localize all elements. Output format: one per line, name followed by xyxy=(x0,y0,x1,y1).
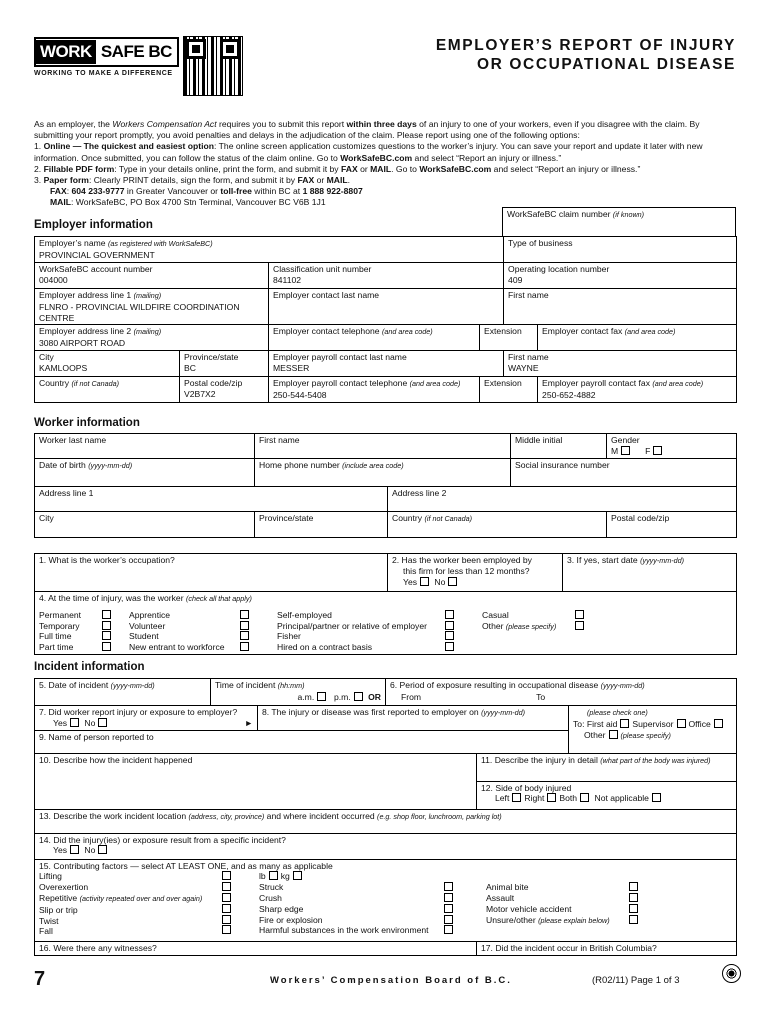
worker-gender-field: Gender M F xyxy=(607,434,737,459)
factors-column-2: lb kg Struck Crush Sharp edge Fire or explosion Harmful substances in the work environment xyxy=(259,871,429,936)
factors-column-3: Animal bite Assault Motor vehicle accident Unsure/other (please explain below) xyxy=(486,882,610,925)
part-time-checkbox[interactable] xyxy=(102,642,111,651)
assault-checkbox[interactable] xyxy=(629,893,638,902)
seal-icon xyxy=(722,964,741,983)
classification-unit-field[interactable]: Classification unit number 841102 xyxy=(269,263,504,289)
q4-column-2: Apprentice Volunteer Student New entrant to workforce xyxy=(129,609,225,653)
crush-checkbox[interactable] xyxy=(444,893,453,902)
title-line-2: OR OCCUPATIONAL DISEASE xyxy=(477,56,736,73)
right-checkbox[interactable] xyxy=(547,793,556,802)
contact-fax-field[interactable]: Employer contact fax (and area code) xyxy=(538,325,737,351)
option-fillable-pdf: 2. Fillable PDF form: Type in your details online, print the form, and submit it by FAX or MAIL. Go to WorkSafeBC.com and select “Report an injury or illness.” xyxy=(34,163,641,174)
worker-country-field[interactable]: Country (if not Canada) xyxy=(388,512,607,538)
new-entrant-checkbox[interactable] xyxy=(240,642,249,651)
apprentice-checkbox[interactable] xyxy=(240,610,249,619)
employer-info-table xyxy=(34,236,737,403)
supervisor-checkbox[interactable] xyxy=(677,719,686,728)
page-indicator: (R02/11) Page 1 of 3 xyxy=(592,975,680,986)
payroll-last-name-field[interactable]: Employer payroll contact last name MESSER xyxy=(269,351,504,377)
fax-line: FAX: 604 233-9777 in Greater Vancouver or toll-free within BC at 1 888 922-8807 xyxy=(50,186,363,197)
slip-trip-checkbox[interactable] xyxy=(222,904,231,913)
worker-info-table xyxy=(34,433,737,538)
q2-yes-checkbox[interactable] xyxy=(420,577,429,586)
fall-checkbox[interactable] xyxy=(222,925,231,934)
gender-f-checkbox[interactable] xyxy=(653,446,662,455)
type-of-business-field[interactable]: Type of business xyxy=(504,237,737,263)
worksafebc-logo xyxy=(34,37,179,77)
q7-no-checkbox[interactable] xyxy=(98,718,107,727)
contact-telephone-field[interactable]: Employer contact telephone (and area code) xyxy=(269,325,480,351)
logo-tagline: WORKING TO MAKE A DIFFERENCE xyxy=(34,70,173,77)
animal-bite-checkbox[interactable] xyxy=(629,882,638,891)
casual-checkbox[interactable] xyxy=(575,610,584,619)
q14-no-checkbox[interactable] xyxy=(98,845,107,854)
q9-person-reported-to-field[interactable]: 9. Name of person reported to xyxy=(35,730,569,753)
struck-checkbox[interactable] xyxy=(444,882,453,891)
temporary-checkbox[interactable] xyxy=(102,621,111,630)
q8-first-reported-date-field[interactable]: 8. The injury or disease was first reported to employer on (yyyy-mm-dd) xyxy=(258,706,569,731)
q12-side-of-body: 12. Side of body injured Left Right Both Not applicable xyxy=(477,781,737,809)
employment-table xyxy=(34,553,737,655)
worker-city-field[interactable]: City xyxy=(35,512,255,538)
not-applicable-checkbox[interactable] xyxy=(652,793,661,802)
left-checkbox[interactable] xyxy=(512,793,521,802)
self-employed-checkbox[interactable] xyxy=(445,610,454,619)
q11-injury-description-field[interactable]: 11. Describe the injury in detail (what part of the body was injured) xyxy=(477,753,737,781)
q2-employed-less-12-months: 2. Has the worker been employed by this firm for less than 12 months? Yes No xyxy=(388,554,563,592)
both-checkbox[interactable] xyxy=(580,793,589,802)
q2-no-checkbox[interactable] xyxy=(448,577,457,586)
principal-checkbox[interactable] xyxy=(445,621,454,630)
logo-word-safebc: SAFE BC xyxy=(100,42,172,61)
mail-line: MAIL: WorkSafeBC, PO Box 4700 Stn Terminal, Vancouver BC V6B 1J1 xyxy=(50,197,326,208)
q4-column-1: Permanent Temporary Full time Part time xyxy=(39,609,82,653)
motor-vehicle-checkbox[interactable] xyxy=(629,904,638,913)
incident-section-title: Incident information xyxy=(34,661,145,673)
contact-extension-field[interactable]: Extension xyxy=(480,325,538,351)
other-role-checkbox[interactable] xyxy=(609,730,618,739)
intro-instructions xyxy=(34,119,736,209)
q10-incident-description-field[interactable]: 10. Describe how the incident happened xyxy=(35,753,477,809)
q13-incident-location-field[interactable]: 13. Describe the work incident location (address, city, province) and where incident occurred (e.g. shop floor, lunchroom, parking lot) xyxy=(35,809,737,833)
q4-worker-status: 4. At the time of injury, was the worker (check all that apply) Permanent Temporary Full time Part time Apprentice Volunteer Student New entrant to workforce Self-employed Principal/partner or relative of employer Fisher Hired on a contract basis Casual Other (please specify) xyxy=(35,592,737,655)
q7-yes-checkbox[interactable] xyxy=(70,718,79,727)
incident-table xyxy=(34,678,737,956)
incident-time-field[interactable]: Time of incident (hh:mm) a.m. p.m. OR xyxy=(211,679,386,706)
board-name: Workers’ Compensation Board of B.C. xyxy=(270,975,512,986)
worker-postal-field[interactable]: Postal code/zip xyxy=(607,512,737,538)
pm-checkbox[interactable] xyxy=(354,692,363,701)
option-online: 1. Online — The quickest and easiest option: The online screen application customizes questions to the worker’s injury. You can save your report and update it later with new information. Once submitted, you can follow the status of the claim online. Go to WorkSafeBC.com and select “Report an injury or illness.” xyxy=(34,141,703,163)
office-checkbox[interactable] xyxy=(714,719,723,728)
payroll-fax-field[interactable]: Employer payroll contact fax (and area code) 250-652-4882 xyxy=(538,377,737,403)
unsure-other-checkbox[interactable] xyxy=(629,915,638,924)
q6-exposure-period[interactable]: 6. Period of exposure resulting in occupational disease (yyyy-mm-dd) From To xyxy=(386,679,737,706)
worker-middle-initial-field[interactable]: Middle initial xyxy=(511,434,607,459)
sharp-edge-checkbox[interactable] xyxy=(444,904,453,913)
payroll-first-name-field[interactable]: First name WAYNE xyxy=(504,351,737,377)
payroll-telephone-field[interactable]: Employer payroll contact telephone (and area code) 250-544-5408 xyxy=(269,377,480,403)
employer-name-field[interactable]: Employer’s name (as registered with WorkSafeBC) PROVINCIAL GOVERNMENT xyxy=(35,237,504,263)
worker-address-1-field[interactable]: Address line 1 xyxy=(35,487,388,512)
claim-number-field[interactable]: WorkSafeBC claim number (if known) xyxy=(503,208,736,237)
payroll-extension-field[interactable]: Extension xyxy=(480,377,538,403)
employer-province-field[interactable]: Province/state BC xyxy=(180,351,269,377)
worker-sin-field[interactable]: Social insurance number xyxy=(511,459,737,487)
student-checkbox[interactable] xyxy=(240,631,249,640)
gender-m-checkbox[interactable] xyxy=(621,446,630,455)
worker-province-field[interactable]: Province/state xyxy=(255,512,388,538)
employer-section-title: Employer information xyxy=(34,219,153,231)
repetitive-checkbox[interactable] xyxy=(222,893,231,902)
employer-address-2-field[interactable]: Employer address line 2 (mailing) 3080 AIRPORT ROAD xyxy=(35,325,269,351)
q1-occupation-field[interactable]: 1. What is the worker’s occupation? xyxy=(35,554,388,592)
worker-address-2-field[interactable]: Address line 2 xyxy=(388,487,737,512)
contact-last-name-field[interactable]: Employer contact last name xyxy=(269,289,504,325)
other-status-checkbox[interactable] xyxy=(575,621,584,630)
q16-witnesses-field[interactable]: 16. Were there any witnesses? xyxy=(35,941,477,955)
lb-checkbox[interactable] xyxy=(269,871,278,880)
account-number-field[interactable]: WorkSafeBC account number 004000 xyxy=(35,263,269,289)
harmful-substances-checkbox[interactable] xyxy=(444,925,453,934)
permanent-checkbox[interactable] xyxy=(102,610,111,619)
q5-incident-date-field[interactable]: 5. Date of incident (yyyy-mm-dd) xyxy=(35,679,211,706)
employer-postal-field[interactable]: Postal code/zip V2B7X2 xyxy=(180,377,269,403)
q15-contributing-factors: 15. Contributing factors — select AT LEAST ONE, and as many as applicable Lifting Overexertion Repetitive (activity repeated over and over again) Slip or trip Twist Fall lb kg Struck Crush Sharp edge Fire or explosion Harmful substances in the work environment Animal bite Assault Motor vehicle accident Unsure/other (please explain below) xyxy=(35,859,737,941)
claim-number-box xyxy=(502,207,736,237)
form-number: 7 xyxy=(34,968,46,990)
twist-checkbox[interactable] xyxy=(222,915,231,924)
q14-yes-checkbox[interactable] xyxy=(70,845,79,854)
q17-in-bc-field[interactable]: 17. Did the incident occur in British Columbia? xyxy=(477,941,737,955)
overexertion-checkbox[interactable] xyxy=(222,882,231,891)
employer-address-1-field[interactable]: Employer address line 1 (mailing) FLNRO - PROVINCIAL WILDFIRE COORDINATION CENTRE xyxy=(35,289,269,325)
kg-checkbox[interactable] xyxy=(293,871,302,880)
volunteer-checkbox[interactable] xyxy=(240,621,249,630)
option-paper: 3. Paper form: Clearly PRINT details, sign the form, and submit it by FAX or MAIL. xyxy=(34,175,351,186)
factors-column-1: Lifting Overexertion Repetitive (activity repeated over and over again) Slip or trip Twist Fall xyxy=(39,871,203,937)
fire-explosion-checkbox[interactable] xyxy=(444,915,453,924)
arrow-icon: ► xyxy=(244,717,253,728)
q4-column-3: Self-employed Principal/partner or relative of employer Fisher Hired on a contract basis xyxy=(277,609,427,653)
contract-checkbox[interactable] xyxy=(445,642,454,651)
intro-paragraph: As an employer, the Workers Compensation Act requires you to submit this report within three days of an injury to one of your workers, even if you disagree with the claim. By submitting your report promptly, you avoid penalties and delays in the adjudication of the claim. Please report using one of the following options: xyxy=(34,119,700,141)
worker-section-title: Worker information xyxy=(34,417,140,429)
q3-start-date-field[interactable]: 3. If yes, start date (yyyy-mm-dd) xyxy=(563,554,737,592)
q7-reported-to-employer: 7. Did worker report injury or exposure to employer? Yes No ► xyxy=(35,706,258,731)
full-time-checkbox[interactable] xyxy=(102,631,111,640)
form-title xyxy=(436,36,736,74)
am-checkbox[interactable] xyxy=(317,692,326,701)
reported-to-role: (please check one) To: First aid Supervisor Office Other (please specify) xyxy=(569,706,737,754)
employer-country-field[interactable]: Country (if not Canada) xyxy=(35,377,180,403)
logo-word-work: WORK xyxy=(36,40,96,64)
worker-home-phone-field[interactable]: Home phone number (include area code) xyxy=(255,459,511,487)
lifting-checkbox[interactable] xyxy=(222,871,231,880)
qr-code xyxy=(183,36,243,96)
contact-first-name-field[interactable]: First name xyxy=(504,289,737,325)
worker-last-name-field[interactable]: Worker last name xyxy=(35,434,255,459)
operating-location-field[interactable]: Operating location number 409 xyxy=(504,263,737,289)
employer-city-field[interactable]: City KAMLOOPS xyxy=(35,351,180,377)
title-line-1: EMPLOYER’S REPORT OF INJURY xyxy=(435,37,736,54)
fisher-checkbox[interactable] xyxy=(445,631,454,640)
worker-first-name-field[interactable]: First name xyxy=(255,434,511,459)
first-aid-checkbox[interactable] xyxy=(620,719,629,728)
worker-dob-field[interactable]: Date of birth (yyyy-mm-dd) xyxy=(35,459,255,487)
q14-specific-incident: 14. Did the injury(ies) or exposure result from a specific incident? Yes No xyxy=(35,833,737,859)
q4-column-4: Casual Other (please specify) xyxy=(482,609,557,631)
